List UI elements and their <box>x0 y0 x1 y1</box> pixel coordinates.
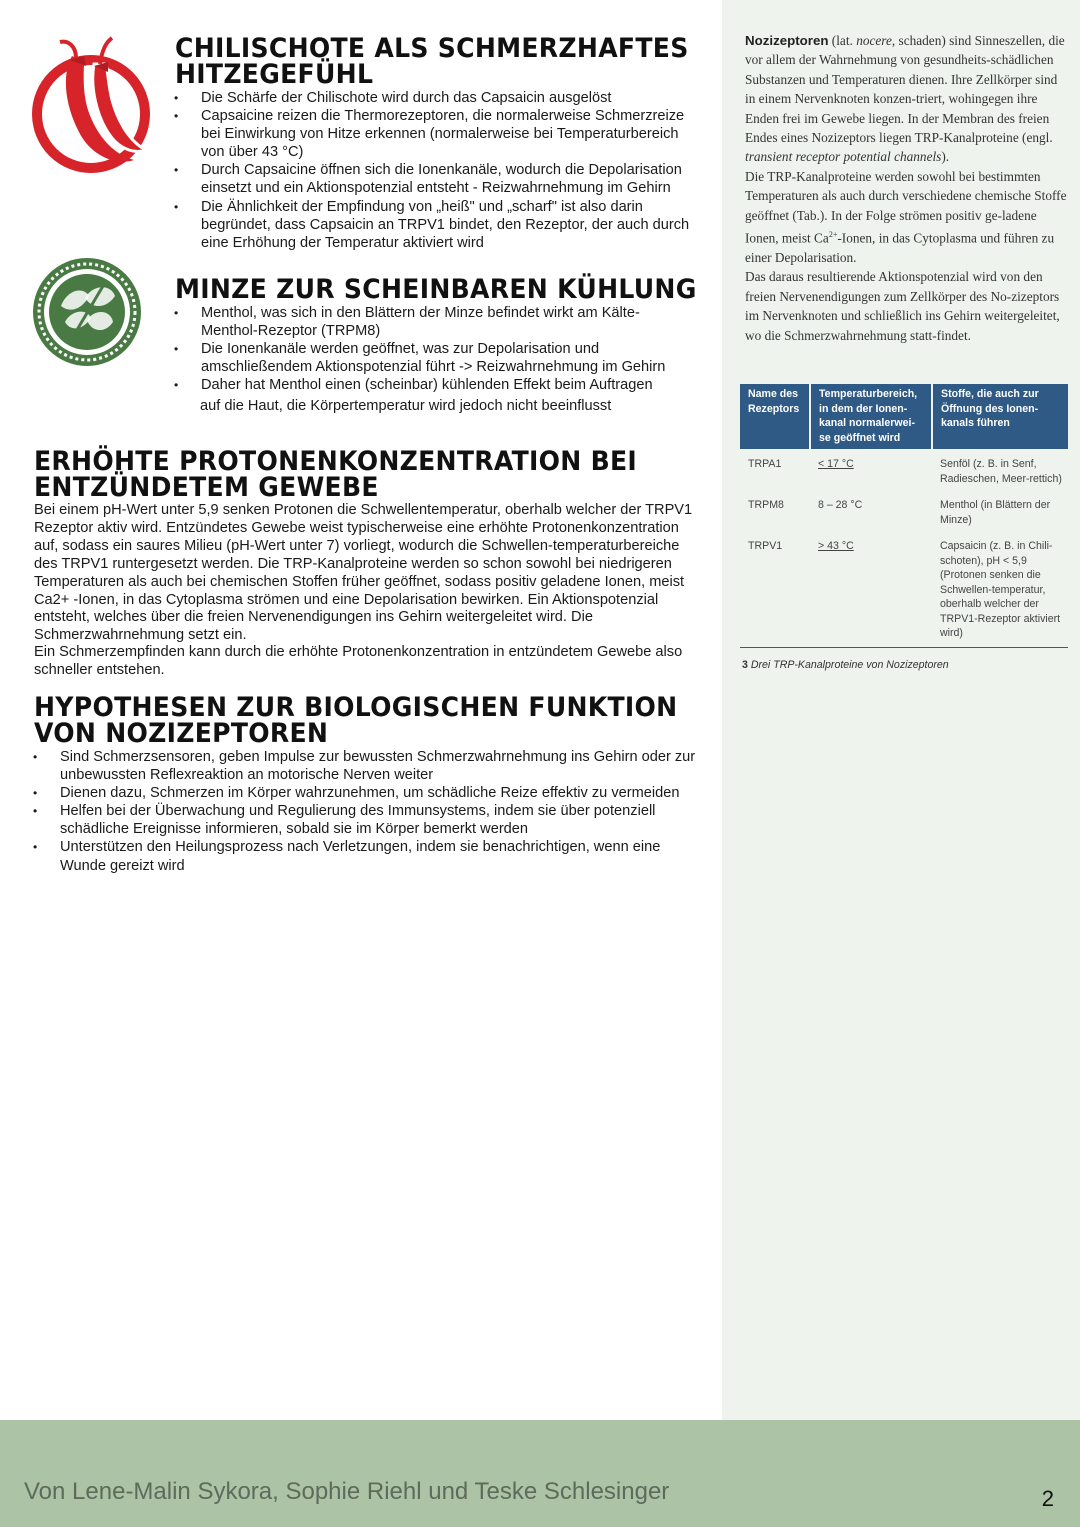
superscript: 2+ <box>828 230 838 240</box>
table-header: Temperaturbereich, in dem der Ionen-kanal normalerwei-se geöffnet wird <box>810 384 932 449</box>
list-item: • Capsaicine reizen die Thermorezeptoren, die normalerweise Schmerzreize bei Einwirkung von Hitze erkennen (normalerweise bei Temperaturbereich von über 43 °C) <box>174 107 696 161</box>
chili-bullet-list <box>174 89 696 252</box>
table-cell: TRPM8 <box>748 499 784 511</box>
text-span: ). <box>941 149 950 165</box>
caption-number: 3 <box>742 659 748 671</box>
footer-authors: Von Lene-Malin Sykora, Sophie Riehl und Teske Schlesinger <box>24 1478 670 1505</box>
table-cell: Senföl (z. B. in Senf, Radieschen, Meer-rettich) <box>940 458 1062 485</box>
chili-heading <box>175 33 689 90</box>
minze-continuation: auf die Haut, die Körpertemperatur wird jedoch nicht beeinflusst <box>200 398 612 414</box>
list-item: • Durch Capsaicine öffnen sich die Ionenkanäle, wodurch die Depolarisation einsetzt und ein Aktionspotenzial entsteht - Reizwahrnehmung im Gehirn <box>174 161 696 197</box>
page-number: 2 <box>1041 1486 1054 1511</box>
list-item: • Menthol, was sich in den Blättern der Minze befindet wirkt am Kälte-Menthol-Rezeptor (TRPM8) <box>174 304 696 340</box>
chili-heading-line1: CHILISCHOTE ALS SCHMERZHAFTES <box>175 33 689 64</box>
hypothesen-heading-line1: HYPOTHESEN ZUR BIOLOGISCHEN FUNKTION <box>34 692 678 723</box>
hypothesen-heading <box>34 692 678 749</box>
protonen-paragraph-1: Bei einem pH-Wert unter 5,9 senken Protonen die Schwellentemperatur, oberhalb welcher der TRPV1 Rezeptor aktiv wird. Entzündetes Gewebe weist typischerweise eine erhöhte Protonenkonzentration auf, sodass ein saures Milieu (pH-Wert unter 7) vorliegt, wodurch die Schwellen-temperaturbereiche des TRPV1 runtergesetzt werden. Die TRP-Kanalproteine werden so schon sowohl bei niedrigeren Temperaturen als auch bei chemischen Stoffen früher geöffnet, sodass positiv geladene Ionen, meist Ca2+ -Ionen, in das Cytoplasma strömen und eine Depolarisation bewirken. Ein Aktionspotenzial entsteht, welches über die freien Nervenendigungen ins Gehirn weitergeleitet wird. Die Schmerzwahrnehmung setzt ein. <box>34 502 693 644</box>
minze-bullet-list <box>174 304 696 394</box>
footer-bar <box>0 1420 1080 1527</box>
text-span: Das daraus resultierende Aktionspotenzial wird von den freien Nervenendigungen zum Zellkörper des No-zizeptors im Nervenknoten und schließlich ins Gehirn weitergeleitet, wo die Schmerzwahrnehmung statt-findet. <box>745 269 1060 343</box>
table-cell: > 43 °C <box>810 531 932 647</box>
list-item: • Die Ionenkanäle werden geöffnet, was zur Depolarisation und amschließendem Aktionspotenzial führt -> Reizwahrnehmung im Gehirn <box>174 340 696 376</box>
text-span: -Ionen, in das Cytoplasma und führen zu einer Depolarisation. <box>745 230 1055 265</box>
list-item: • Dienen dazu, Schmerzen im Körper wahrzunehmen, um schädliche Reize effektiv zu vermeiden <box>33 784 697 802</box>
list-item: • Die Ähnlichkeit der Empfindung von „heiß" und „scharf" ist also darin begründet, dass Capsaicin an TRPV1 bindet, den Rezeptor, der auch durch eine Erhöhung der Temperatur aktiviert wird <box>174 198 696 252</box>
chili-pepper-icon <box>32 34 150 176</box>
list-item: • Helfen bei der Überwachung und Regulierung des Immunsystems, indem sie über potenziell schädliche Ereignisse informieren, sobald sie im Körper bemerkt werden <box>33 802 697 838</box>
list-item: • Unterstützen den Heilungsprozess nach Verletzungen, indem sie benachrichtigen, wenn eine Wunde gereizt wird <box>33 838 697 874</box>
mint-leaf-badge-icon <box>31 256 143 368</box>
caption-text: Drei TRP-Kanalproteine von Nozizeptoren <box>747 659 949 671</box>
table-cell: Capsaicin (z. B. in Chili-schoten), pH < 5,9 (Protonen senken die Schwellen-temperatur, oberhalb welcher der TRPV1-Rezeptor aktiviert wird) <box>932 531 1068 647</box>
minze-heading <box>175 274 697 305</box>
table-header: Name des Rezeptors <box>740 384 810 449</box>
list-item: • Die Schärfe der Chilischote wird durch das Capsaicin ausgelöst <box>174 89 696 107</box>
protonen-heading <box>34 446 638 503</box>
protonen-paragraph-2: Ein Schmerzempfinden kann durch die erhöhte Protonenkonzentration in entzündetem Gewebe also schneller entstehen. <box>34 644 683 678</box>
table-cell: Menthol (in Blättern der Minze) <box>940 499 1051 526</box>
table-caption <box>742 659 949 671</box>
protonen-heading-line1: ERHÖHTE PROTONENKONZENTRATION BEI <box>34 446 638 477</box>
table-row <box>740 531 1068 647</box>
chili-heading-line2: HITZEGEFÜHL <box>175 59 374 90</box>
text-span: (lat. <box>828 33 857 48</box>
english-term: transient receptor potential channels <box>745 149 942 165</box>
table-cell: TRPV1 <box>740 531 810 647</box>
protonen-heading-line2: ENTZÜNDETEM GEWEBE <box>34 472 379 503</box>
table-cell: 8 – 28 °C <box>818 499 863 511</box>
minze-heading-line1: MINZE ZUR SCHEINBAREN KÜHLUNG <box>175 274 697 305</box>
list-item: • Sind Schmerzsensoren, geben Impulse zur bewussten Schmerzwahrnehmung ins Gehirn oder zur unbewussten Reflexreaktion an motorische Nerven weiter <box>33 748 697 784</box>
text-span: , schaden) sind Sinneszellen, die vor allem der Wahrnehmung von gesundheits-schädlichen Substanzen und Temperaturen dienen. Ihre Zellkörper sind in einem Nervenknoten konzen-triert, wohingegen ihre Enden frei im Gewebe liegen. In der Membran des freien Endes eines Nozizeptors liegen TRP-Kanalproteine (engl. <box>745 33 1065 146</box>
nozizeptoren-text <box>745 31 1067 345</box>
list-item: • Daher hat Menthol einen (scheinbar) kühlenden Effekt beim Auftragen <box>174 376 696 394</box>
trp-table <box>740 384 1068 648</box>
hypothesen-bullet-list <box>33 748 697 875</box>
text-span: Die TRP-Kanalproteine werden sowohl bei bestimmten Temperaturen als auch durch verschiedene chemische Stoffe geöffnet (Tab.). In der Folge strömen positiv ge-ladene Ionen, meist Ca <box>745 168 1067 246</box>
table-cell: TRPA1 <box>748 458 782 470</box>
table-cell: < 17 °C <box>818 458 854 470</box>
table-header-row <box>740 384 1068 449</box>
hypothesen-heading-line2: VON NOZIZEPTOREN <box>34 718 329 749</box>
table-row <box>740 449 1068 490</box>
table-row <box>740 490 1068 531</box>
table-header: Stoffe, die auch zur Öffnung des Ionen-kanals führen <box>932 384 1068 449</box>
nozizeptoren-term: Nozizeptoren <box>745 33 829 48</box>
latin-term: nocere <box>856 33 892 48</box>
